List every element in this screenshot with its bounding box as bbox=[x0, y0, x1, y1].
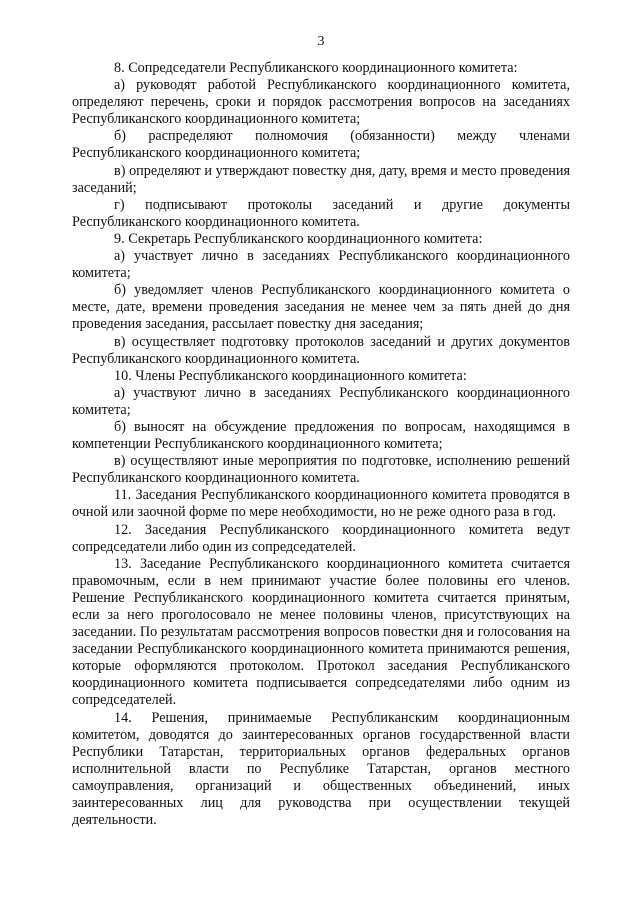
page-number: 3 bbox=[317, 34, 325, 49]
paragraph-10: 10. Члены Республиканского координационного комитета: bbox=[114, 367, 467, 384]
paragraph-8a: а) руководят работой Республиканского координационного комитета, определяют перечень, сроки и порядок рассмотрения вопросов на заседаниях Республиканского координационного комитета; bbox=[72, 77, 570, 128]
paragraph-10v: в) осуществляют иные мероприятия по подготовке, исполнению решений Республиканского координационного комитета. bbox=[72, 453, 570, 487]
paragraph-11: 11. Заседания Республиканского координационного комитета проводятся в очной или заочной форме по мере необходимости, но не реже одного раза в год. bbox=[72, 487, 570, 521]
paragraph-10a: а) участвуют лично в заседаниях Республиканского координационного комитета; bbox=[72, 384, 570, 418]
paragraph-12: 12. Заседания Республиканского координационного комитета ведут сопредседатели либо один из сопредседателей. bbox=[72, 521, 570, 555]
paragraph-8g: г) подписывают протоколы заседаний и другие документы Республиканского координационного комитета. bbox=[72, 196, 570, 230]
paragraph-13: 13. Заседание Республиканского координационного комитета считается правомочным, если в нем принимают участие более половины его членов. Решение Республиканского координационного комитета считается принятым, если за него проголосовало не менее половины членов, присутствующих на заседании. По результатам рассмотрения вопросов повестки дня и голосования на заседании Республиканского координационного комитета принимаются решения, которые оформляются протоколом. Протокол заседания Республиканского координационного комитета подписывается сопредседателями либо одним из сопредседателей. bbox=[72, 555, 570, 709]
paragraph-8b: б) распределяют полномочия (обязанности) между членами Республиканского координационного комитета; bbox=[72, 128, 570, 162]
paragraph-9: 9. Секретарь Республиканского координационного комитета: bbox=[114, 230, 483, 247]
paragraph-9v: в) осуществляет подготовку протоколов заседаний и других документов Республиканского координационного комитета. bbox=[72, 333, 570, 367]
document-body bbox=[72, 60, 570, 829]
paragraph-8v: в) определяют и утверждают повестку дня, дату, время и место проведения заседаний; bbox=[72, 162, 570, 196]
paragraph-9b: б) уведомляет членов Республиканского координационного комитета о месте, дате, времени проведения заседания не менее чем за пять дней до дня проведения заседания, рассылает повестку дня заседания; bbox=[72, 282, 570, 333]
paragraph-8: 8. Сопредседатели Республиканского координационного комитета: bbox=[114, 60, 518, 76]
paragraph-10b: б) выносят на обсуждение предложения по вопросам, находящимся в компетенции Республиканского координационного комитета; bbox=[72, 418, 570, 453]
paragraph-14: 14. Решения, принимаемые Республиканским координационным комитетом, доводятся до заинтересованных органов государственной власти Республики Татарстан, территориальных органов федеральных органов исполнительной власти по Республике Татарстан, органов местного самоуправления, организаций и общественных объединений, иных заинтересованных лиц для руководства при осуществлении текущей деятельности. bbox=[72, 709, 570, 829]
paragraph-9a: а) участвует лично в заседаниях Республиканского координационного комитета; bbox=[72, 248, 570, 282]
